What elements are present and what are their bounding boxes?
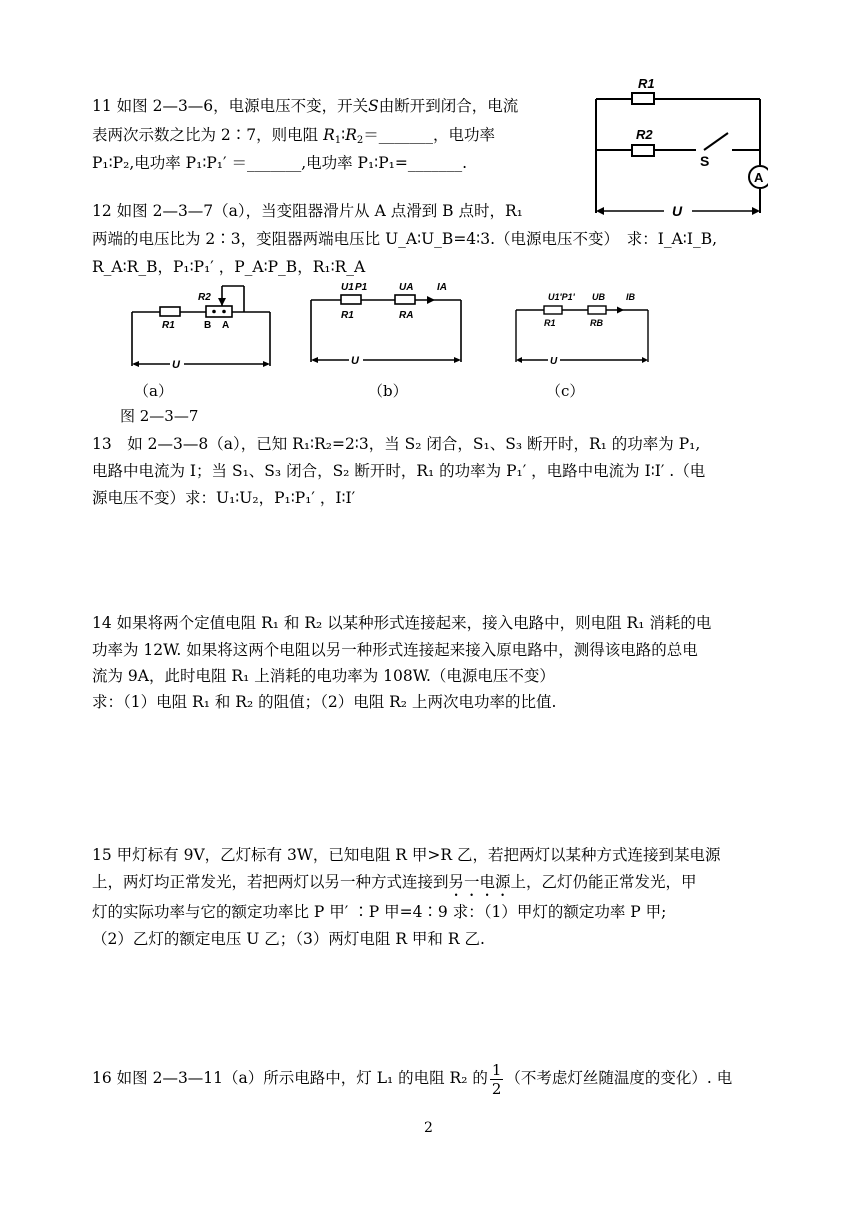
q11-line-1: 11 如图 2—3—6，电源电压不变，开关S由断开到闭合，电流 [92, 97, 519, 115]
svg-text:UB: UB [592, 292, 605, 302]
svg-text:IA: IA [437, 282, 447, 293]
svg-text:U: U [172, 359, 180, 371]
svg-text:U: U [550, 356, 558, 367]
svg-text:UA: UA [399, 282, 414, 293]
q11-line-2: 表两次示数之比为 2∶7，则电阻 $R_1∶R_2=\_\_\_\_\_\_\_$，电功率 [92, 126, 495, 146]
q12-line-1: 12 如图 2—3—7（a），当变阻器滑片从 A 点滑到 B 点时，R₁ [92, 202, 523, 220]
q13-line-3: 源电压不变）求：U₁∶U₂，P₁∶P₁′ ，I∶I′ [92, 489, 356, 507]
resistor-r2 [632, 145, 654, 156]
q12-line-3: R_A∶R_B，P₁∶P₁′ ，P_A∶P_B，R₁∶R_A [92, 258, 366, 276]
q14-line-1: 14 如果将两个定值电阻 R₁ 和 R₂ 以某种形式连接起来，接入电路中，则电阻 R₁ 消耗的电 [92, 614, 712, 632]
switch-label: S [368, 97, 379, 115]
q14-line-2: 功率为 12W. 如果将这两个电阻以另一种形式连接起来接入原电路中，测得该电路的总电 [92, 641, 698, 659]
resistor-r1 [544, 306, 562, 314]
svg-text:R1: R1 [162, 320, 175, 331]
svg-text:A: A [222, 320, 230, 331]
circuit-figure-2-3-7b [305, 278, 470, 373]
q15-line-3: 灯的实际功率与它的额定功率比 P 甲′ ∶P 甲=4∶9 求：（1）甲灯的额定功率 P 甲; [92, 903, 667, 921]
resistor-r1 [632, 93, 654, 104]
svg-text:RB: RB [590, 318, 603, 328]
q12-line-2: 两端的电压比为 2∶3，变阻器两端电压比 U_A∶U_B=4∶3.（电源电压不变） 求：I_A∶I_B, [92, 230, 718, 248]
svg-text:U1'P1': U1'P1' [548, 292, 575, 302]
fraction-one-half: $\frac{1}{2}$ [491, 1060, 502, 1098]
figure-b-caption: （b） [368, 382, 408, 400]
q13-line-1: 13 如 2—3—8（a），已知 R₁∶R₂=2∶3，当 S₂ 闭合，S₁、S₃ 断开时，R₁ 的功率为 P₁, [92, 435, 701, 453]
q14-line-4: 求：（1）电阻 R₁ 和 R₂ 的阻值；（2）电阻 R₂ 上两次电功率的比值. [92, 693, 557, 711]
circuit-figure-2-3-7c [510, 288, 660, 373]
svg-text:A: A [754, 170, 764, 185]
resistor-r1 [341, 295, 361, 304]
rheostat-r2 [206, 306, 232, 317]
q11-line-3: P₁∶P₂,电功率 P₁∶P₁′ ＝_______,电功率 P₁∶P₁=_______. [92, 154, 468, 172]
svg-text:B: B [204, 320, 212, 331]
resistor-r1 [160, 307, 180, 316]
svg-text:R2: R2 [636, 127, 653, 142]
svg-text:R1: R1 [341, 310, 354, 321]
svg-text:U: U [351, 355, 359, 367]
svg-text:R2: R2 [198, 292, 211, 303]
svg-text:R1: R1 [638, 76, 655, 91]
svg-text:IB: IB [626, 292, 635, 302]
svg-text:RA: RA [399, 310, 414, 321]
figure-a-caption: （a） [134, 382, 173, 400]
figure-caption: 图 2—3—7 [120, 407, 199, 425]
q15-line-1: 15 甲灯标有 9V，乙灯标有 3W，已知电阻 R 甲>R 乙，若把两灯以某种方式连接到某电源 [92, 846, 721, 864]
q15-line-2: 上，两灯均正常发光，若把两灯以另一种方式连接到另一电源上，乙灯仍能正常发光，甲 [92, 873, 697, 891]
q13-line-2: 电路中电流为 I；当 S₁、S₃ 闭合，S₂ 断开时，R₁ 的功率为 P₁′ ，电路中电流为 I∶I′ .（电 [92, 462, 706, 480]
svg-text:P1: P1 [355, 282, 368, 293]
svg-text:S: S [700, 153, 710, 169]
svg-text:U1: U1 [341, 282, 354, 293]
emphasized-text: 另一电源 [448, 873, 511, 891]
circuit-figure-2-3-7a [128, 282, 278, 377]
svg-text:U: U [672, 203, 683, 219]
q15-line-4: （2）乙灯的额定电压 U 乙；（3）两灯电阻 R 甲和 R 乙. [92, 930, 485, 948]
q14-line-3: 流为 9A，此时电阻 R₁ 上消耗的电功率为 108W.（电源电压不变） [92, 667, 555, 685]
figure-c-caption: （c） [546, 382, 585, 400]
circuit-figure-2-3-6 [588, 68, 768, 228]
page-number: 2 [424, 1120, 433, 1136]
svg-text:R1: R1 [544, 318, 556, 328]
resistor-rb [588, 306, 606, 314]
q16-line-1: 16 如图 2—3—11（a）所示电路中，灯 L₁ 的电阻 R₂ 的 $\frac{1}{2}$ （不考虑灯丝随温度的变化）. 电 [92, 1060, 733, 1098]
resistor-ra [395, 295, 415, 304]
